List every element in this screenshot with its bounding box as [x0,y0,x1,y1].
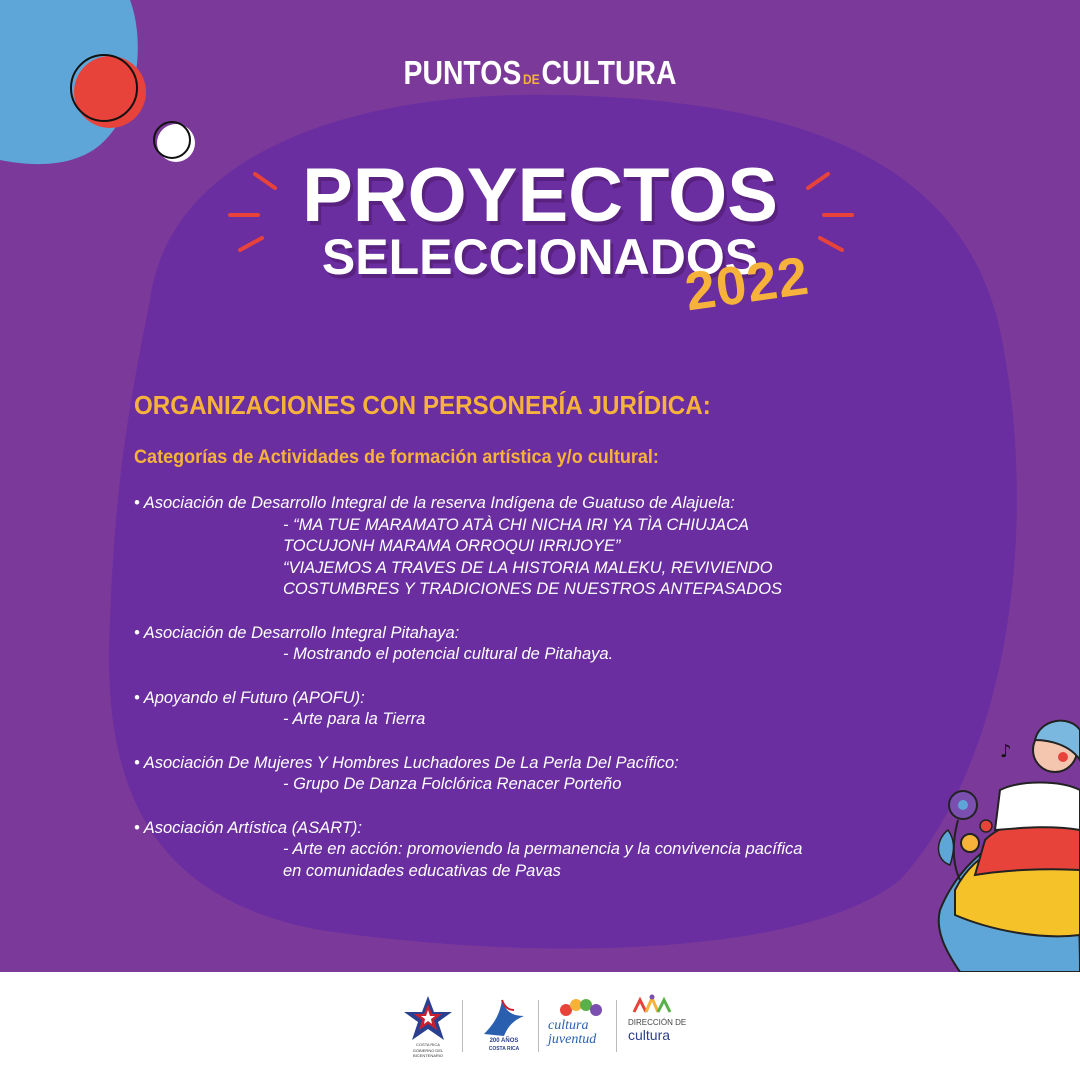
organization-name: • Asociación de Desarrollo Integral Pitahaya: [134,623,460,642]
brand-middle: DE [522,71,540,87]
brand-left: PUNTOS [403,54,522,91]
divider [462,1000,463,1052]
costa-rica-government-logo [400,994,456,1058]
project-line: COSTUMBRES Y TRADICIONES DE NUESTROS ANTEPASADOS [283,580,783,598]
brand-logo [76,54,1005,92]
bicentenario-logo [474,994,534,1058]
list-item [134,688,934,731]
hummingbird-icon [474,994,534,1040]
star-icon [400,994,456,1042]
category-heading: Categorías de Actividades de formación artística y/o cultural: [134,447,659,468]
petals-icon [546,994,610,1018]
project-line: - Grupo De Danza Folclórica Renacer Porteño [283,775,622,793]
project-line: TOCUJONH MARAMA ORROQUI IRRIJOYE” [283,537,621,555]
list-item [134,753,934,796]
project-list [134,493,934,904]
divider [538,1000,539,1052]
title-line1: PROYECTOS [302,153,778,238]
svg-text:♪: ♪ [1000,741,1012,762]
organization-name: • Asociación De Mujeres Y Hombres Luchadores De La Perla Del Pacífico: [134,753,679,772]
logo1-text: COSTA RICA [416,1042,440,1047]
direccion-cultura-logo [628,994,688,1054]
project-line: - Mostrando el potencial cultural de Pitahaya. [283,645,614,663]
logo1-sub: GOBIERNO DEL BICENTENARIO [412,1048,444,1058]
title-line2: SELECCIONADOS [321,229,759,285]
cultura-juventud-logo [546,994,610,1054]
brand-right: CULTURA [541,54,677,91]
list-item [134,493,934,601]
figures-icon [628,994,678,1016]
logo3-line1: cultura [548,1018,589,1033]
project-line: “VIAJEMOS A TRAVES DE LA HISTORIA MALEKU, REVIVIENDO [283,558,773,577]
organization-name: • Asociación de Desarrollo Integral de la reserva Indígena de Guatuso de Alajuela: [134,494,735,512]
footer-logos [0,972,1080,1080]
project-line: - Arte para la Tierra [283,710,426,728]
divider [616,1000,617,1052]
logo2-sub: COSTA RICA [488,1046,520,1052]
list-item [134,818,934,883]
organization-name: • Apoyando el Futuro (APOFU): [134,688,365,707]
logo4-line1: DIRECCIÓN DE [628,1018,687,1027]
title-year: 2022 [681,245,813,323]
list-item [134,623,934,666]
logo2-title: 200 AÑOS [489,1038,519,1044]
organization-name: • Asociación Artística (ASART): [134,818,362,837]
logo3-line2: juventud [548,1032,597,1047]
project-line: en comunidades educativas de Pavas [283,861,561,880]
project-line: - Arte en acción: promoviendo la permanencia y la convivencia pacífica [283,840,803,858]
logo4-line2: cultura [628,1027,671,1043]
section-heading: ORGANIZACIONES CON PERSONERÍA JURÍDICA: [134,390,711,420]
project-line: - “MA TUE MARAMATO ATÀ CHI NICHA IRI YA TÌA CHIUJACA [283,515,750,534]
